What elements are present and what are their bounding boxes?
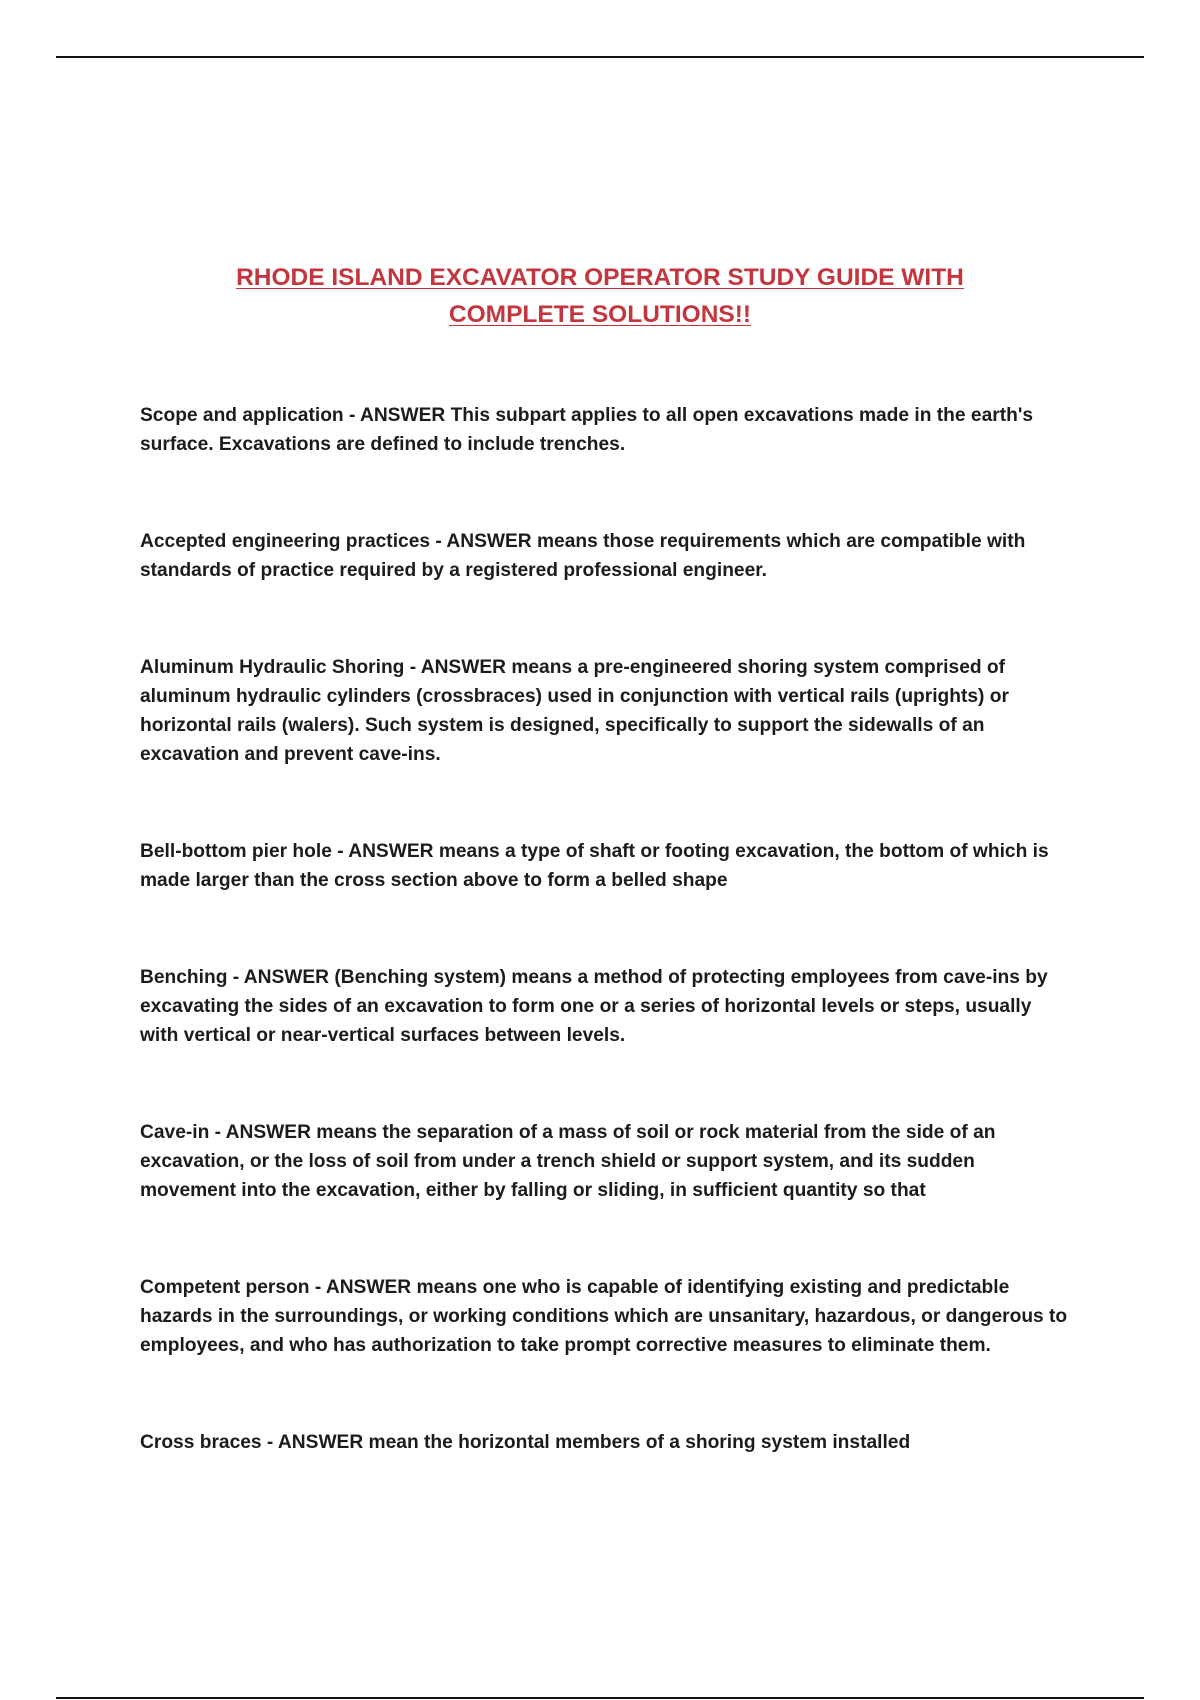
entry-cross-braces: Cross braces - ANSWER mean the horizontal members of a shoring system installed: [140, 1432, 911, 1453]
entry-benching: Benching - ANSWER (Benching system) means a method of protecting employees from cave-ins by excavating the sides of an excavation to form one or a series of horizontal levels or steps, usually with vertical or near-vertical surfaces between levels.: [140, 967, 1048, 1046]
entry-bell-bottom-pier-hole: Bell-bottom pier hole - ANSWER means a type of shaft or footing excavation, the bottom of which is made larger than the cross section above to form a belled shape: [140, 841, 1049, 891]
header-rule: [56, 56, 1144, 58]
title-line-1: RHODE ISLAND EXCAVATOR OPERATOR STUDY GUIDE WITH: [236, 264, 964, 291]
entry-aluminum-hydraulic-shoring: Aluminum Hydraulic Shoring - ANSWER means a pre-engineered shoring system comprised of aluminum hydraulic cylinders (crossbraces) used in conjunction with vertical rails (uprights) or horizontal rails (walers). Such system is designed, specifically to support the sidewalls of an excavation and prevent cave-ins.: [140, 657, 1009, 765]
entry-accepted-engineering-practices: Accepted engineering practices - ANSWER means those requirements which are compatible with standards of practice required by a registered professional engineer.: [140, 531, 1026, 581]
document-title: [140, 259, 1060, 333]
entry-competent-person: Competent person - ANSWER means one who is capable of identifying existing and predictable hazards in the surroundings, or working conditions which are unsanitary, hazardous, or dangerous to employees, and who has authorization to take prompt corrective measures to eliminate them.: [140, 1277, 1068, 1356]
study-guide-entries: [140, 401, 1070, 1457]
title-line-2: COMPLETE SOLUTIONS!!: [448, 301, 752, 328]
entry-scope-and-application: Scope and application - ANSWER This subpart applies to all open excavations made in the earth's surface. Excavations are defined to include trenches.: [140, 405, 1034, 455]
footer-rule: [56, 1697, 1144, 1699]
entry-cave-in: Cave-in - ANSWER means the separation of a mass of soil or rock material from the side of an excavation, or the loss of soil from under a trench shield or support system, and its sudden movement into the excavation, either by falling or sliding, in sufficient quantity so that: [140, 1122, 996, 1201]
